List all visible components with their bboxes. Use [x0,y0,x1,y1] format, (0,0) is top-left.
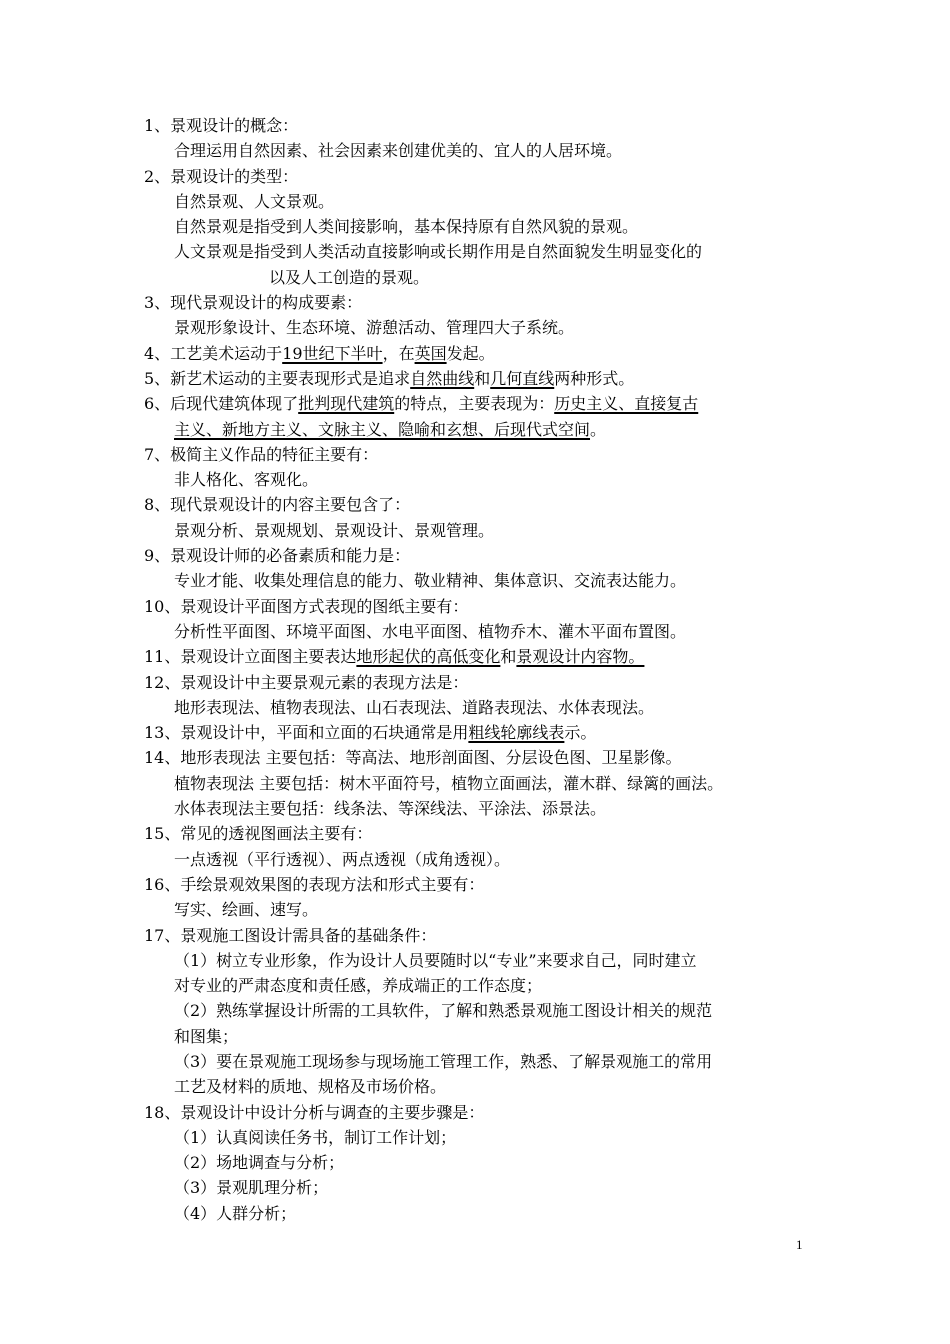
text-line [0,341,950,366]
text-run: 专业才能、收集处理信息的能力、敬业精神、集体意识、交流表达能力。 [174,571,687,591]
underlined-text: 批判现代建筑 [298,394,395,414]
text-run: 以及人工创造的景观。 [269,267,430,287]
text-line [0,973,950,998]
text-line [0,113,950,138]
text-run: 9、景观设计师的必备素质和能力是： [144,546,411,566]
text-line [0,518,950,543]
text-line [0,391,950,416]
text-run: 写实、绘画、速写。 [174,900,319,920]
text-run: 非人格化、客观化。 [174,470,319,490]
text-run: ，在 [382,343,415,363]
text-line [0,670,950,695]
text-run: 的特点，主要表现为： [394,394,555,414]
text-run: 16、手绘景观效果图的表现方法和形式主要有： [144,874,485,894]
text-run: 示。 [564,723,597,743]
text-line [0,1100,950,1125]
text-run: 分析性平面图、环境平面图、水电平面图、植物乔木、灌木平面布置图。 [174,621,687,641]
text-line [0,265,950,290]
text-line [0,1150,950,1175]
text-run: 8、现代景观设计的内容主要包含了： [144,495,411,515]
text-line [0,644,950,669]
text-run: 两种形式。 [554,368,635,388]
underlined-text: 主义、新地方主义、文脉主义、隐喻和玄想、后现代式空间 [174,419,591,439]
underlined-text: 地形起伏的高低变化 [356,647,501,667]
text-line [0,492,950,517]
text-run: （2）场地调查与分析； [174,1153,345,1173]
text-run: 地形表现法、植物表现法、山石表现法、道路表现法、水体表现法。 [174,697,655,717]
text-run: 17、景观施工图设计需具备的基础条件： [144,925,437,945]
text-line [0,998,950,1023]
text-line [0,1175,950,1200]
underlined-text: 历史主义、直接复古 [554,394,699,414]
text-line [0,619,950,644]
text-run: 植物表现法 主要包括：树木平面符号，植物立面画法，灌木群、绿篱的画法。 [174,773,724,793]
text-run: （4）人群分析； [174,1203,297,1223]
text-run: 和图集； [174,1026,239,1046]
text-run: 13、景观设计中，平面和立面的石块通常是用 [144,723,469,743]
text-run: 和 [500,647,517,667]
text-run: 14、地形表现法 主要包括：等高法、地形剖面图、分层设色图、卫星影像。 [144,748,682,768]
text-run: 人文景观是指受到人类活动直接影响或长期作用是自然面貌发生明显变化的 [174,242,703,262]
underlined-text: 粗线轮廓线表 [468,723,565,743]
page-number: 1 [796,1237,803,1252]
text-line [0,1125,950,1150]
text-run: 11、景观设计立面图主要表达 [144,647,357,667]
text-line [0,594,950,619]
text-line [0,543,950,568]
underlined-text: 自然曲线 [410,368,475,388]
text-line [0,1049,950,1074]
text-run: 自然景观、人文景观。 [174,191,335,211]
text-line [0,214,950,239]
text-run: 3、现代景观设计的构成要素： [144,293,363,313]
text-line [0,695,950,720]
text-line [0,872,950,897]
text-line [0,847,950,872]
text-run: （3）景观肌理分析； [174,1178,329,1198]
text-run: 12、景观设计中主要景观元素的表现方法是： [144,672,469,692]
text-line [0,315,950,340]
text-line [0,745,950,770]
text-run: 4、工艺美术运动于 [144,343,283,363]
text-run: 2、景观设计的类型： [144,166,299,186]
text-line [0,239,950,264]
text-line [0,1201,950,1226]
text-line [0,189,950,214]
text-line [0,1024,950,1049]
text-run: 15、常见的透视图画法主要有： [144,824,373,844]
text-run: 和 [474,368,491,388]
underlined-text: 景观设计内容物。 [516,647,645,667]
text-line [0,164,950,189]
text-run: 。 [590,419,607,439]
text-run: 对专业的严肃态度和责任感，养成端正的工作态度； [174,976,543,996]
text-run: 自然景观是指受到人类间接影响，基本保持原有自然风貌的景观。 [174,217,639,237]
text-run: 工艺及材料的质地、规格及市场价格。 [174,1077,447,1097]
text-run: 水体表现法主要包括：线条法、等深线法、平涂法、添景法。 [174,799,607,819]
document-body [0,113,950,1226]
text-line [0,771,950,796]
text-line [0,897,950,922]
text-line [0,720,950,745]
text-line [0,948,950,973]
text-run: 一点透视（平行透视）、两点透视（成角透视）。 [174,849,511,869]
text-line [0,1074,950,1099]
text-line [0,796,950,821]
text-line [0,821,950,846]
text-run: 1、景观设计的概念： [144,116,299,135]
text-run: （1）树立专业形象，作为设计人员要随时以“专业”来要求自己，同时建立 [174,950,697,970]
text-run: （1）认真阅读任务书，制订工作计划； [174,1127,457,1147]
text-line [0,467,950,492]
text-run: 发起。 [446,343,495,363]
text-run: 6、后现代建筑体现了 [144,394,299,414]
text-run: 景观形象设计、生态环境、游憩活动、管理四大子系统。 [174,318,575,338]
text-run: 10、景观设计平面图方式表现的图纸主要有： [144,596,469,616]
text-run: 7、极简主义作品的特征主要有： [144,444,379,464]
text-line [0,923,950,948]
text-run: （2）熟练掌握设计所需的工具软件，了解和熟悉景观施工图设计相关的规范 [174,1001,713,1021]
underlined-text: 几何直线 [490,368,555,388]
text-run: 5、新艺术运动的主要表现形式是追求 [144,368,411,388]
text-line [0,290,950,315]
text-line [0,442,950,467]
text-run: （3）要在景观施工现场参与现场施工管理工作，熟悉、了解景观施工的常用 [174,1051,713,1071]
underlined-text: 英国 [414,343,447,363]
text-line [0,568,950,593]
text-line [0,366,950,391]
text-line [0,417,950,442]
text-line [0,138,950,163]
text-run: 景观分析、景观规划、景观设计、景观管理。 [174,520,495,540]
text-run: 18、景观设计中设计分析与调查的主要步骤是： [144,1102,485,1122]
underlined-text: 19世纪下半叶 [282,343,383,363]
text-run: 合理运用自然因素、社会因素来创建优美的、宜人的人居环境。 [174,141,623,161]
